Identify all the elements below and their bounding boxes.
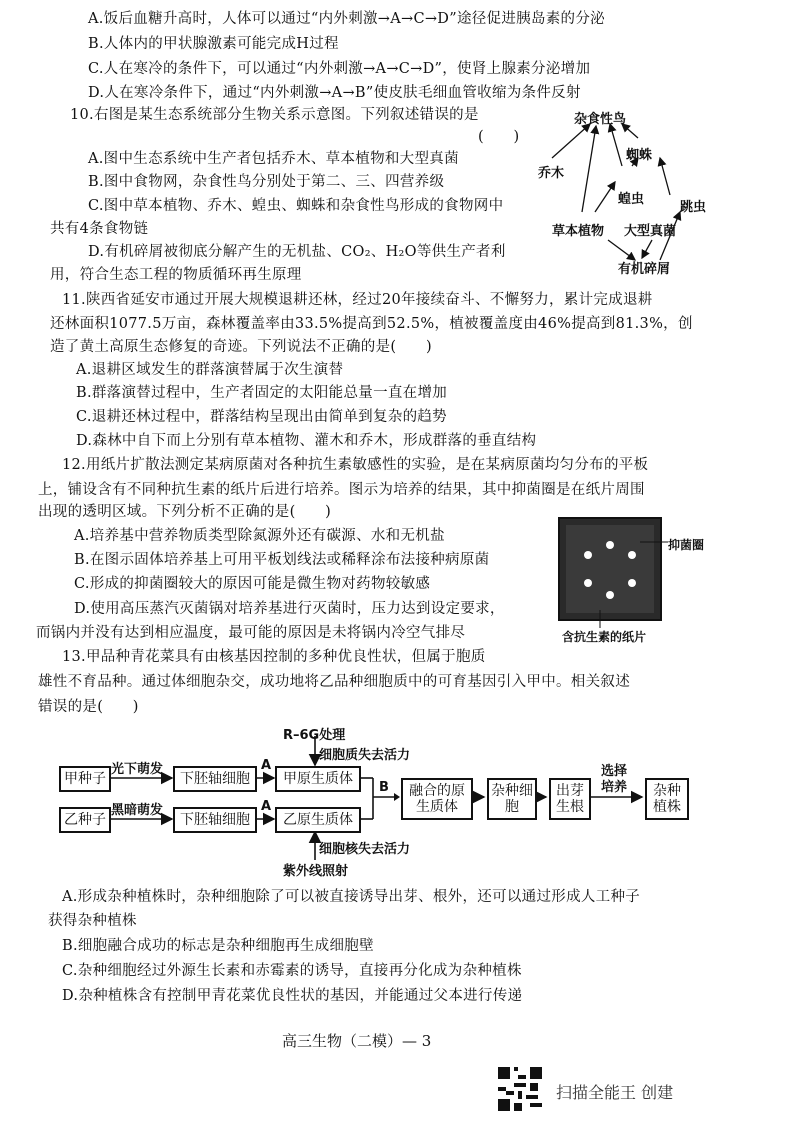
- food-web-detritus-label: 有机碎屑: [618, 262, 671, 277]
- q10-answer-paren: ( ): [478, 129, 520, 145]
- q13-option-b: B.细胞融合成功的标志是杂种细胞再生成细胞壁: [62, 938, 374, 954]
- step-a-label-top: A: [261, 758, 272, 773]
- uv-irradiation-label: 紫外线照射: [283, 864, 349, 879]
- cytoplasm-inactivated-label: 细胞质失去活力: [319, 748, 411, 763]
- q12-option-d-cont: 而锅内并没有达到相应温度，最可能的原因是未将锅内冷空气排尽: [36, 625, 466, 641]
- q11-option-a: A.退耕区域发生的群落演替属于次生演替: [76, 362, 344, 378]
- q11-stem-line2: 还林面积1077.5万亩，森林覆盖率由33.5%提高到52.5%，植被覆盖度由46%提高到81.3%，创: [50, 316, 693, 332]
- q12-stem-line2: 上，铺设含有不同种抗生素的纸片后进行培养。图示为培养的结果，其中抑菌圈是在纸片周围: [38, 482, 645, 498]
- petri-dish-photo: [558, 517, 662, 621]
- food-web-spider-label: 蜘蛛: [626, 148, 653, 163]
- q9-option-c: C.人在寒冷的条件下，可以通过“内外刺激→A→C→D”，使肾上腺素分泌增加: [88, 61, 591, 77]
- hypocotyl-cell-box-b: 下胚轴细胞: [173, 807, 257, 833]
- q9-option-b: B.人体内的甲状腺激素可能完成H过程: [88, 36, 339, 52]
- q10-option-c-cont: 共有4条食物链: [50, 221, 149, 237]
- q13-stem-line1: 13.甲品种青花菜具有由核基因控制的多种优良性状，但属于胞质: [62, 649, 486, 665]
- inhibition-zone-label: 抑菌圈: [668, 538, 705, 552]
- food-web-fungus-label: 大型真菌: [624, 224, 677, 239]
- sprout-root-box: 出芽生根: [549, 778, 591, 820]
- q10-option-b: B.图中食物网，杂食性鸟分别处于第二、三、四营养级: [88, 174, 445, 190]
- step-b-label: B: [379, 780, 389, 795]
- q12-stem-line3: 出现的透明区域。下列分析不正确的是( ): [38, 504, 332, 520]
- q13-stem-line2: 雄性不育品种。通过体细胞杂交，成功地将乙品种细胞质中的可育基因引入甲中。相关叙述: [38, 674, 630, 690]
- hybrid-cell-box: 杂种细胞: [487, 778, 537, 820]
- seed-b-box: 乙种子: [59, 807, 111, 833]
- q12-option-b: B.在图示固体培养基上可用平板划线法或稀释涂布法接种病原菌: [74, 552, 490, 568]
- r6g-treatment-label: R–6G处理: [283, 728, 346, 743]
- q11-option-d: D.森林中自下而上分别有草本植物、灌木和乔木，形成群落的垂直结构: [76, 433, 537, 449]
- q11-option-c: C.退耕还林过程中，群落结构呈现出由简单到复杂的趋势: [76, 409, 447, 425]
- q9-option-a: A.饭后血糖升高时，人体可以通过“内外刺激→A→C→D”途径促进胰岛素的分泌: [88, 11, 605, 27]
- q12-stem-line1: 12.用纸片扩散法测定某病原菌对各种抗生素敏感性的实验，是在某病原菌均匀分布的平板: [62, 457, 649, 473]
- light-germination-label: 光下萌发: [111, 762, 164, 777]
- food-web-diagram: [530, 100, 750, 280]
- disc-pointer: [590, 610, 610, 630]
- selection-culture-label: 选择培养: [601, 764, 628, 795]
- q11-stem-line3: 造了黄土高原生态修复的奇迹。下列说法不正确的是( ): [50, 339, 432, 355]
- food-web-grass-label: 草本植物: [552, 224, 605, 239]
- hybrid-plant-box: 杂种植株: [645, 778, 689, 820]
- nucleus-inactivated-label: 细胞核失去活力: [319, 842, 411, 857]
- somatic-hybridization-flowchart: [55, 722, 755, 882]
- page-footer: 高三生物（二模）— 3: [282, 1032, 432, 1050]
- step-a-label-bottom: A: [261, 799, 272, 814]
- seed-a-box: 甲种子: [59, 766, 111, 792]
- q13-option-a: A.形成杂种植株时，杂种细胞除了可以被直接诱导出芽、根外，还可以通过形成人工种子: [62, 889, 641, 905]
- q10-option-d: D.有机碎屑被彻底分解产生的无机盐、CO₂、H₂O等供生产者利: [88, 244, 506, 260]
- q12-option-a: A.培养基中营养物质类型除氮源外还有碳源、水和无机盐: [74, 528, 445, 544]
- dark-germination-label: 黑暗萌发: [111, 803, 164, 818]
- scanner-watermark: 扫描全能王 创建: [556, 1083, 674, 1102]
- q9-option-d: D.人在寒冷条件下，通过“内外刺激→A→B”使皮肤毛细血管收缩为条件反射: [88, 85, 581, 101]
- protoplast-a-box: 甲原生质体: [275, 766, 361, 792]
- qr-code-icon: [498, 1067, 542, 1111]
- food-web-locust-label: 蝗虫: [618, 192, 645, 207]
- food-web-tree-label: 乔木: [538, 166, 565, 181]
- q13-option-c: C.杂种细胞经过外源生长素和赤霉素的诱导，直接再分化成为杂种植株: [62, 963, 522, 979]
- q12-option-d: D.使用高压蒸汽灭菌锅对培养基进行灭菌时，压力达到设定要求，: [74, 601, 505, 617]
- q10-option-c: C.图中草本植物、乔木、蝗虫、蜘蛛和杂食性鸟形成的食物网中: [88, 198, 504, 214]
- food-web-bird-label: 杂食性鸟: [574, 112, 627, 127]
- q13-stem-line3: 错误的是( ): [38, 699, 139, 715]
- antibiotic-disc-label: 含抗生素的纸片: [562, 630, 647, 644]
- q11-option-b: B.群落演替过程中，生产者固定的太阳能总量一直在增加: [76, 385, 448, 401]
- q13-option-d: D.杂种植株含有控制甲青花菜优良性状的基因，并能通过父本进行传递: [62, 988, 523, 1004]
- food-web-flea-label: 跳虫: [680, 200, 707, 215]
- petri-dish-discs: [560, 519, 660, 619]
- q11-stem-line1: 11.陕西省延安市通过开展大规模退耕还林，经过20年接续奋斗、不懈努力，累计完成退耕: [62, 292, 653, 308]
- q10-stem: 10.右图是某生态系统部分生物关系示意图。下列叙述错误的是: [70, 107, 479, 123]
- hypocotyl-cell-box-a: 下胚轴细胞: [173, 766, 257, 792]
- q12-option-c: C.形成的抑菌圈较大的原因可能是微生物对药物较敏感: [74, 576, 431, 592]
- zone-pointer: [640, 536, 670, 548]
- q10-option-a: A.图中生态系统中生产者包括乔木、草本植物和大型真菌: [88, 151, 459, 167]
- q13-option-a-cont: 获得杂种植株: [48, 913, 137, 929]
- fused-protoplast-box: 融合的原生质体: [401, 778, 473, 820]
- q10-option-d-cont: 用，符合生态工程的物质循环再生原理: [50, 267, 302, 283]
- protoplast-b-box: 乙原生质体: [275, 807, 361, 833]
